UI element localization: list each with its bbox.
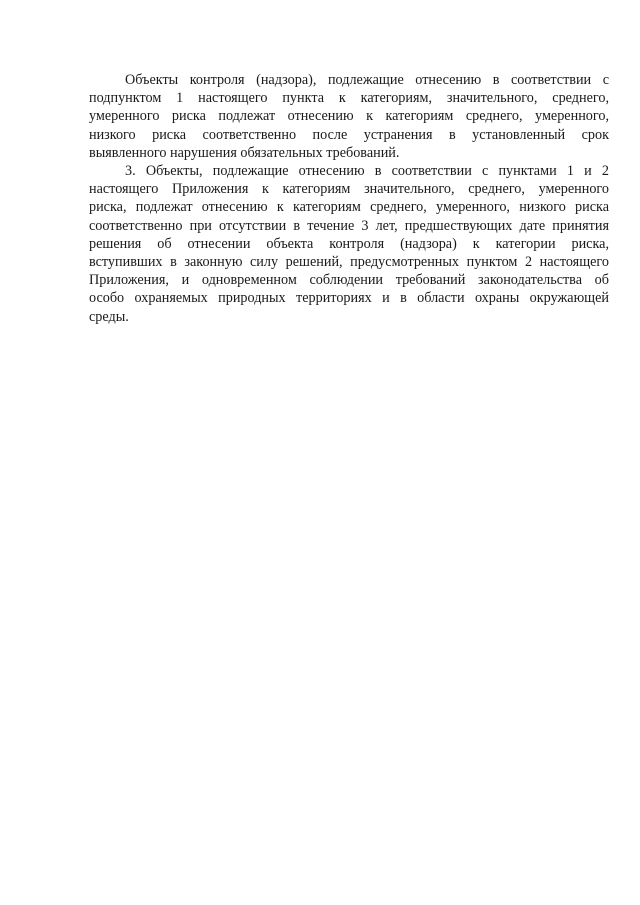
paragraph-1 <box>89 71 609 162</box>
paragraph-line: решения об отнесении объекта контроля (надзора) к категории риска, <box>89 235 609 252</box>
paragraph-line: умеренного риска подлежат отнесению к категориям среднего, умеренного, <box>89 108 609 125</box>
paragraph-line: 3. Объекты, подлежащие отнесению в соответствии с пунктами 1 и 2 <box>125 163 609 180</box>
paragraph-line: риска, подлежат отнесению к категориям среднего, умеренного, низкого риска <box>89 199 609 216</box>
paragraph-line: выявленного нарушения обязательных требований. <box>89 144 400 161</box>
paragraph-line: подпунктом 1 настоящего пункта к категориям, значительного, среднего, <box>89 90 609 107</box>
paragraph-line: среды. <box>89 308 129 325</box>
paragraph-line: Приложения, и одновременном соблюдении требований законодательства об <box>89 272 609 289</box>
paragraph-line: особо охраняемых природных территориях и в области охраны окружающей <box>89 290 609 307</box>
paragraph-line: низкого риска соответственно после устранения в установленный срок <box>89 126 609 143</box>
paragraph-line: соответственно при отсутствии в течение 3 лет, предшествующих дате принятия <box>89 217 609 234</box>
document-body <box>89 71 609 326</box>
paragraph-2 <box>89 162 609 326</box>
paragraph-line: Объекты контроля (надзора), подлежащие отнесению в соответствии с <box>125 72 609 88</box>
paragraph-line: настоящего Приложения к категориям значительного, среднего, умеренного <box>89 181 609 198</box>
paragraph-line: вступивших в законную силу решений, предусмотренных пунктом 2 настоящего <box>89 254 609 271</box>
